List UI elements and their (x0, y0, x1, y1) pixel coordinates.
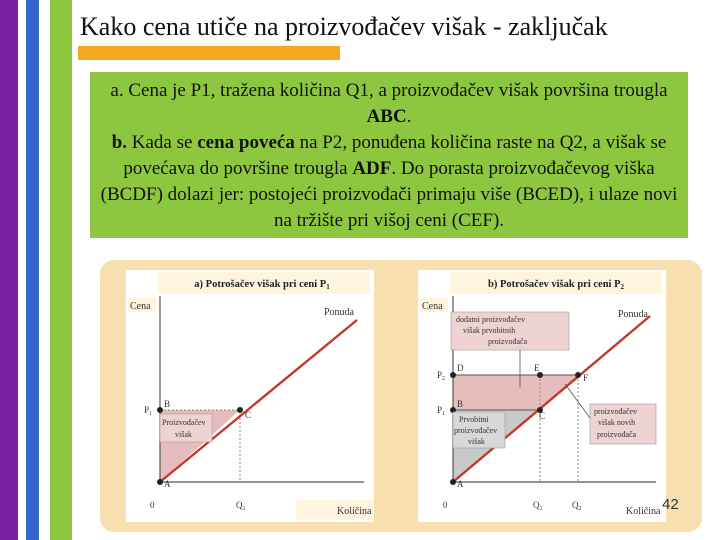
figure-a (126, 270, 374, 522)
figure-b-point-a (450, 479, 456, 485)
figure-b-top-annotation-3: proizvođača (488, 337, 528, 346)
figure-b-p1-label: $P_1$ (437, 405, 446, 417)
figure-b-point-c-label: C (539, 411, 546, 421)
figure-b-origin-label: 0 (443, 500, 448, 510)
paragraph-a: a. Cena je P1, tražena količina Q1, a proizvođačev višak površina trougla ABC. (110, 80, 668, 127)
figure-a-x-axis-label: Količina (337, 506, 372, 517)
figure-a-point-b-label: B (164, 399, 171, 409)
figure-a-y-axis-label: Cena (130, 301, 151, 312)
figure-b (418, 270, 666, 522)
figure-b-left-annotation-1: Prvobitni (459, 415, 489, 424)
figure-a-point-a (157, 479, 163, 485)
figure-a-origin-label: 0 (150, 500, 155, 510)
figure-b-point-e-label: E (534, 363, 540, 373)
figure-a-surplus-label-1: Proizvođačev (162, 418, 206, 427)
figure-b-title: b) Potrošačev višak pri ceni P2 (487, 279, 625, 291)
figure-b-left-annotation-2: proizvođačev (454, 426, 498, 435)
figure-b-top-annotation-1: dodatni proizvođačev (456, 315, 526, 324)
figure-b-point-f-label: F (583, 373, 589, 383)
figure-b-right-annotation-1: proizvođačev (594, 407, 638, 416)
figure-b-curve-label: Ponuda (618, 309, 648, 320)
figure-a-surplus-label-2: višak (175, 430, 192, 439)
figure-a-point-a-label: A (164, 479, 171, 489)
slide-title: Kako cena utiče na proizvođačev višak - zaključak (80, 12, 608, 41)
figure-a-quantity-label: $Q_1$ (236, 500, 246, 512)
page-number: 42 (662, 496, 679, 513)
figure-b-p2-label: $P_2$ (437, 370, 446, 382)
figure-b-right-annotation-3: proizvođača (597, 430, 637, 439)
figure-a-point-b (157, 407, 163, 413)
figure-a-point-c (237, 407, 243, 413)
figure-a-price-label: $P_1$ (144, 405, 153, 417)
figure-b-x-axis-label: Količina (626, 506, 661, 517)
figure-b-q2-label: $Q_2$ (572, 500, 582, 512)
figure-b-point-f (575, 372, 581, 378)
paragraph-b: b. Kada se cena poveća na P2, ponuđena količina raste na Q2, a višak se povećava do površine trougla ADF. Do porasta proizvođačevog viška (BCDF) dolazi jer: postojeći proizvođači primaju više (BCED), i ulaze novi na tržište pri višoj ceni (CEF). (100, 132, 678, 231)
figure-b-y-axis-label: Cena (422, 301, 443, 312)
figure-b-top-annotation-2: višak prvobitnih (463, 326, 516, 335)
figure-b-point-d-label: D (457, 363, 464, 373)
figure-a-point-c-label: C (245, 410, 252, 420)
figure-b-point-a-label: A (457, 479, 464, 489)
figure-b-point-d (450, 372, 456, 378)
label-a: a (110, 80, 119, 101)
figure-b-left-annotation-3: višak (468, 437, 485, 446)
figure-b-q1-label: $Q_1$ (533, 500, 543, 512)
figure-b-point-b-label: B (457, 399, 464, 409)
figure-b-right-annotation-2: višak novih (598, 418, 636, 427)
figure-a-curve-label: Ponuda (324, 307, 354, 318)
label-b: b. (111, 132, 128, 153)
figure-a-title: a) Potrošačev višak pri ceni P1 (194, 279, 330, 291)
